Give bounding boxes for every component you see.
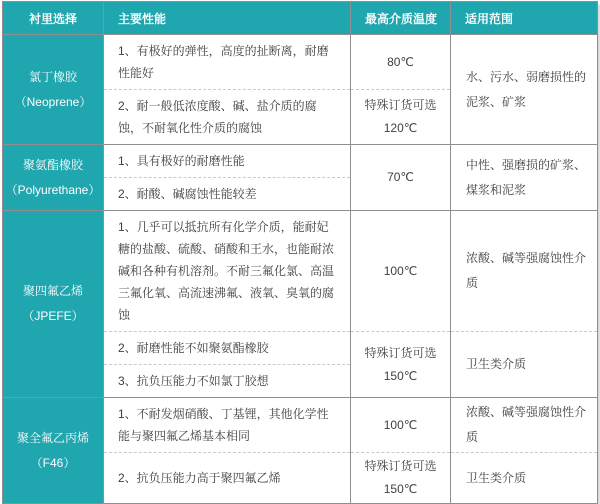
material-name: 聚全氟乙丙烯 bbox=[16, 430, 89, 445]
temperature-line: 70℃ bbox=[387, 170, 414, 184]
range-cell: 水、污水、弱磨损性的泥浆、矿浆 bbox=[451, 35, 598, 145]
material-cell-f46 bbox=[3, 398, 104, 504]
performance-cell: 2、抗负压能力高于聚四氟乙烯 bbox=[104, 453, 351, 504]
temperature-note: 特殊订货可选 bbox=[364, 345, 437, 360]
material-alias: （Neoprene） bbox=[14, 94, 92, 109]
range-cell: 浓酸、碱等强腐蚀性介质 bbox=[451, 211, 598, 332]
temperature-cell bbox=[351, 453, 451, 504]
range-cell: 中性、强磨损的矿浆、煤浆和泥浆 bbox=[451, 145, 598, 211]
performance-cell: 1、不耐发烟硝酸、丁基锂，其他化学性能与聚四氟乙烯基本相同 bbox=[104, 398, 351, 453]
material-alias: （F46） bbox=[30, 455, 76, 470]
performance-cell: 2、耐酸、碱腐蚀性能较差 bbox=[104, 178, 351, 211]
performance-cell: 1、有极好的弹性，高度的扯断离，耐磨性能好 bbox=[104, 35, 351, 90]
material-name: 氯丁橡胶 bbox=[28, 69, 77, 84]
temperature-cell bbox=[351, 90, 451, 145]
temperature-cell bbox=[351, 211, 451, 332]
performance-cell: 1、几乎可以抵抗所有化学介质，能耐妃糖的盐酸、硫酸、硝酸和王水，也能耐浓碱和各种有机溶剂。不耐三氟化氯、高温三氟化氧、高流速沸氟、液氧、臭氧的腐蚀 bbox=[104, 211, 351, 332]
material-name: 聚四氟乙烯 bbox=[22, 284, 83, 298]
material-alias: （JPEFE） bbox=[22, 309, 84, 323]
table-row bbox=[3, 35, 598, 90]
material-cell-neoprene bbox=[3, 35, 104, 145]
header-main-performance: 主要性能 bbox=[104, 2, 351, 35]
temperature-note: 特殊订货可选 bbox=[364, 459, 437, 473]
table-row bbox=[3, 145, 598, 178]
performance-cell: 1、具有极好的耐磨性能 bbox=[104, 145, 351, 178]
temperature-line: 150℃ bbox=[383, 482, 418, 496]
performance-cell: 2、耐一般低浓度酸、碱、盐介质的腐蚀，不耐氧化性介质的腐蚀 bbox=[104, 90, 351, 145]
temperature-line: 100℃ bbox=[383, 417, 418, 432]
lining-selection-table bbox=[2, 1, 598, 504]
temperature-cell bbox=[351, 145, 451, 211]
temperature-line: 80℃ bbox=[387, 54, 414, 69]
header-max-medium-temperature: 最高介质温度 bbox=[351, 2, 451, 35]
temperature-cell bbox=[351, 398, 451, 453]
performance-cell: 2、耐磨性能不如聚氨酯橡胶 bbox=[104, 332, 351, 365]
performance-cell: 3、抗负压能力不如氯丁胶想 bbox=[104, 365, 351, 398]
temperature-note: 特殊订货可选 bbox=[364, 98, 437, 112]
header-lining-selection: 衬里选择 bbox=[3, 2, 104, 35]
material-cell-polyurethane bbox=[3, 145, 104, 211]
material-alias: （Polyurethane） bbox=[5, 182, 101, 197]
material-name: 聚氨酯橡胶 bbox=[22, 157, 83, 172]
header-applicable-range: 适用范围 bbox=[451, 2, 598, 35]
range-cell: 浓酸、碱等强腐蚀性介质 bbox=[451, 398, 598, 453]
table-header-row bbox=[3, 2, 598, 35]
material-cell-ptfe bbox=[3, 211, 104, 398]
temperature-line: 150℃ bbox=[383, 368, 418, 383]
temperature-cell bbox=[351, 35, 451, 90]
range-cell: 卫生类介质 bbox=[451, 332, 598, 398]
temperature-line: 120℃ bbox=[383, 121, 418, 135]
temperature-line: 100℃ bbox=[383, 263, 418, 278]
temperature-cell bbox=[351, 332, 451, 398]
range-cell: 卫生类介质 bbox=[451, 453, 598, 504]
table-row bbox=[3, 211, 598, 332]
table-row bbox=[3, 398, 598, 453]
